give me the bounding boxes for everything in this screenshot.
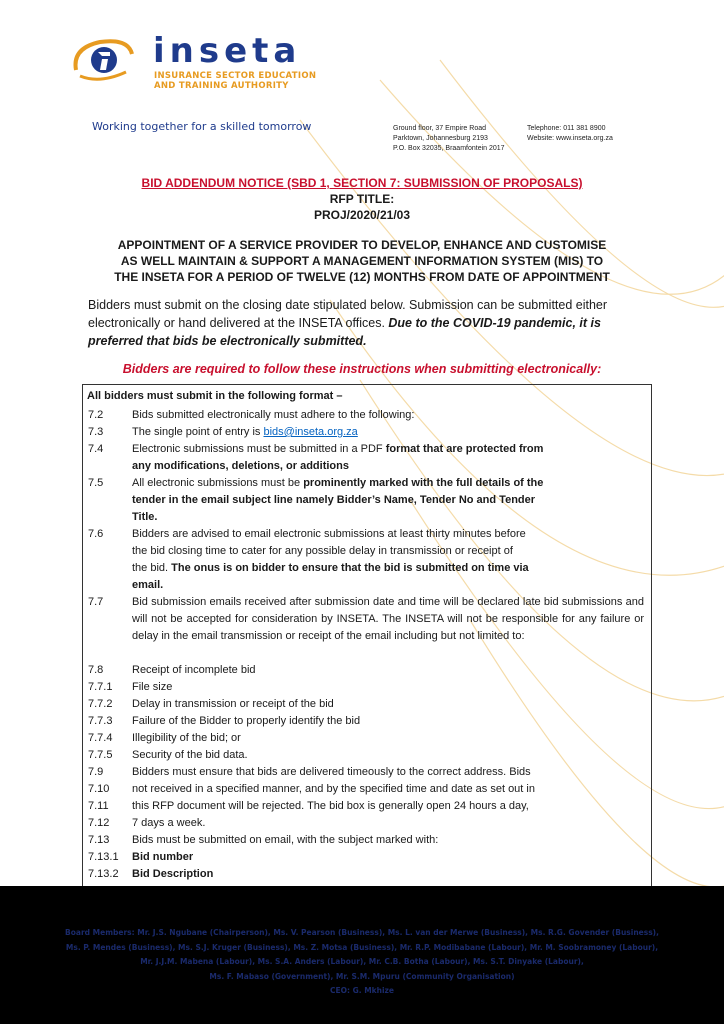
intro-paragraph: Bidders must submit on the closing date stipulated below. Submission can be submitted either electronically or hand delivered at the INSETA offices. Due to the COVID-19 pandemic, it is preferred that bids be electronically submitted.: [88, 298, 608, 348]
rfp-number: PROJ/2020/21/03: [313, 208, 411, 222]
telephone: Telephone: 011 381 8900: [527, 125, 606, 132]
submission-format-box: All bidders must submit in the following format – 7.2 Bids submitted electronically must adhere to the following: 7.3 The single point of entry is bids@inseta.org.za 7.4 Electronic submissions must be submitted in a PDF format that are protected from any modifications, deletions, or additions 7.5 All electronic submissions must be prominently marked with the full details of the tender in the email subject line namely Bidder’s Name, Tender No and Tender Title. 7.6 Bidders are advised to email electronic submissions at least thirty minutes before the bid closing time to cater for any possible delay in transmission or receipt of the bid. The onus is on bidder to ensure that the bid is submitted on time via email. 7.7 Bid submission emails received after submission date and time will be declared late bid submissions and will not be accepted for consideration by INSETA. The INSETA will not be responsible for any failure or delay in the email transmission or receipt of the email including but not limited to: 7.8 Receipt of incomplete bid 7.7.1 File size 7.7.2 Delay in transmission or receipt of the bid 7.7.3 Failure of the Bidder to properly identify the bid 7.7.4 Illegibility of the bid; or 7.7.5 Security of the bid data. 7.9 Bidders must ensure that bids are delivered timeously to the correct address. Bids 7.10 not received in a specified manner, and by the specified time and date as set out in 7.11 this RFP document will be rejected. The bid box is generally open 24 hours a day, 7.12 7 days a week. 7.13 Bids must be submitted on email, with the subject marked with: 7.13.1 Bid number 7.13.2 Bid Description: [82, 384, 652, 904]
inseta-subtitle: INSURANCE SECTOR EDUCATION AND TRAINING AUTHORITY: [154, 71, 317, 91]
footer-band: [0, 886, 724, 1024]
box-heading: All bidders must submit in the following format –: [87, 390, 343, 402]
inseta-logo-icon: [70, 36, 150, 88]
appointment-heading: APPOINTMENT OF A SERVICE PROVIDER TO DEVELOP, ENHANCE AND CUSTOMISE AS WELL MAINTAIN & SUPPORT A MANAGEMENT INFORMATION SYSTEM (MIS) TO THE INSETA FOR A PERIOD OF TWELVE (12) MONTHS FROM DATE OF APPOINTMENT: [114, 238, 610, 284]
instructions-heading: Bidders are required to follow these instructions when submitting electronically:: [122, 362, 602, 376]
notice-title: BID ADDENDUM NOTICE (SBD 1, SECTION 7: SUBMISSION OF PROPOSALS): [141, 176, 583, 190]
ceo-name: CEO: G. Mkhize: [329, 986, 395, 995]
contact-details: [527, 124, 613, 144]
board-members: Board Members: Mr. J.S. Ngubane (Chairperson), Ms. V. Pearson (Business), Ms. L. van der Merwe (Business), Ms. R.G. Govender (Business), Ms. P. Mendes (Business), Ms. S.J. Kruger (Business), Ms. Z. Motsa (Business), Mr. R.P. Modibabane (Labour), Mr. M. Soobramoney (Labour), Mr. J.J.M. Mabena (Labour), Ms. S.A. Anders (Labour), Mr. C.B. Botha (Labour), Ms. S.T. Dinyake (Labour), Ms. F. Mabaso (Government), Mr. S.M. Mpuru (Community Organisation) CEO: G. Mkhize: [30, 926, 694, 999]
bids-email-link[interactable]: bids@inseta.org.za: [263, 426, 358, 438]
tagline: Working together for a skilled tomorrow: [92, 120, 312, 133]
inseta-wordmark: inseta: [153, 31, 302, 71]
postal-address: Ground floor, 37 Empire Road Parktown, Johannesburg 2193 P.O. Box 32035, Braamfontein 2017: [393, 125, 505, 152]
website: Website: www.inseta.org.za: [527, 135, 613, 142]
rfp-title-label: RFP TITLE:: [329, 192, 395, 206]
board-members-label: Board Members:: [65, 928, 135, 937]
